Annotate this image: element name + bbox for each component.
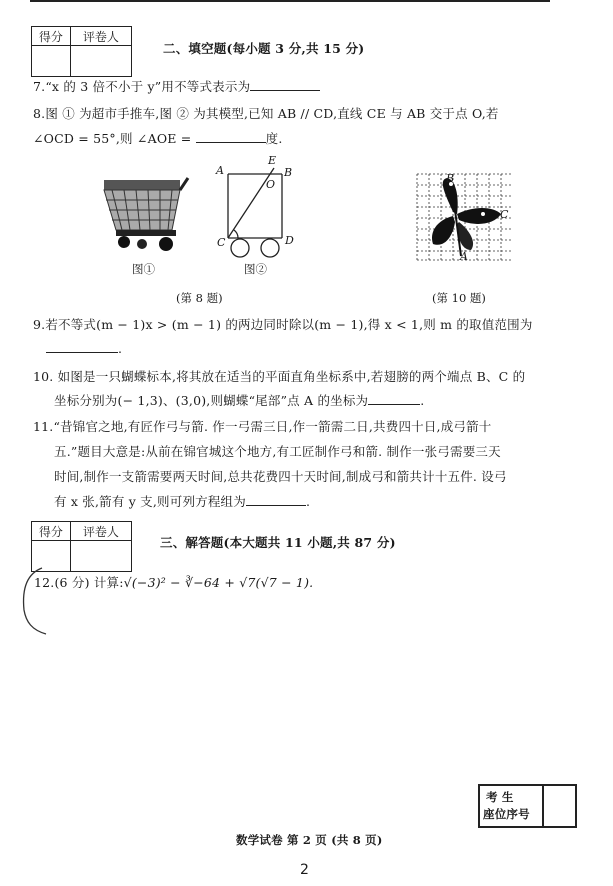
score-label-cell: 得分 [32,27,71,46]
question-10-figure-caption: (第 10 题) [432,291,486,305]
grader-label-cell: 评卷人 [70,522,131,541]
grader-label-cell: 评卷人 [70,27,131,46]
point-c-label: C [217,236,226,249]
butterfly-point-c-label: C [500,208,509,221]
figure-1-caption: 图① [132,262,155,276]
question-12-prefix: 12.(6 分) 计算: [34,575,124,590]
point-a-label: A [216,164,224,177]
seat-number-box [478,784,577,828]
section2-title: 二、填空题(每小题 3 分,共 15 分) [163,41,365,56]
question-8-answer-blank[interactable] [196,130,266,143]
score-label-cell: 得分 [32,522,71,541]
section2-score-table [31,26,132,77]
seat-number-entry[interactable] [544,786,575,826]
grader-entry-cell[interactable] [70,46,131,77]
question-11-line4-text: 有 x 张,箭有 y 支,则可列方程组为 [54,494,246,509]
question-12-expression: √(−3)² − ∛−64 + √7(√7 − 1). [123,575,314,590]
page-number: 2 [300,862,309,878]
question-7-text: 7.“x 的 3 倍不小于 y”用不等式表示为 [33,79,251,94]
shopping-cart-photo [96,172,192,256]
question-9-line1: 9.若不等式(m − 1)x > (m − 1) 的两边同时除以(m − 1),得 x < 1,则 m 的取值范围为 [33,317,533,332]
question-11-period: . [305,494,311,509]
question-11-line4 [54,493,310,511]
question-11-answer-blank[interactable] [246,493,306,506]
point-o-label: O [266,178,276,191]
question-8-figure-caption: (第 8 题) [176,291,223,305]
question-8-unit: 度. [265,131,283,146]
footer-page-info: 数学试卷 第 2 页 (共 8 页) [236,833,383,847]
question-12 [34,574,313,592]
question-9-answer-blank[interactable] [46,340,118,353]
question-9-period: . [118,341,123,356]
score-entry-cell[interactable] [32,46,71,77]
seat-label-line1: 考 生 [486,790,514,804]
question-10-answer-blank[interactable] [368,392,420,405]
question-10-line2-text: 坐标分别为(− 1,3)、(3,0),则蝴蝶“尾部”点 A 的坐标为 [54,393,369,408]
question-11-line2: 五.”题目大意是:从前在锦官城这个地方,有工匠制作弓和箭. 制作一张弓需要三天 [54,444,501,459]
butterfly-point-b-label: B [446,172,455,185]
point-b-label: B [284,166,293,179]
top-border-line [30,0,550,2]
butterfly-point-a-label: A [460,250,468,263]
seat-label-line2: 座位序号 [483,807,530,821]
point-e-label: E [268,154,277,167]
question-7 [33,78,320,96]
figure-2-caption: 图② [244,262,267,276]
question-9-line2 [46,340,122,358]
question-8-line1: 8.图 ① 为超市手推车,图 ② 为其模型,已知 AB // CD,直线 CE 与 AB 交于点 O,若 [33,106,499,121]
question-11-line3: 时间,制作一支箭需要两天时间,总共花费四十天时间,制成弓和箭共计十五件. 设弓 [54,469,507,484]
question-10-line1: 10. 如图是一只蝴蝶标本,将其放在适当的平面直角坐标系中,若翅膀的两个端点 B、C 的 [33,369,526,384]
grader-entry-cell[interactable] [70,541,131,572]
question-11-line1: 11.“昔锦官之地,有匠作弓与箭. 作一弓需三日,作一箭需二日,共费四十日,成弓箭十 [33,419,492,434]
question-8-line2-text: ∠OCD = 55°,则 ∠AOE = [33,131,192,146]
question-10-period: . [420,393,425,408]
question-7-answer-blank[interactable] [250,78,320,91]
question-10-line2 [54,392,424,410]
point-d-label: D [285,234,294,247]
question-8-line2 [33,130,283,148]
section3-title: 三、解答题(本大题共 11 小题,共 87 分) [160,535,396,550]
question-12-answer-area[interactable] [34,600,574,780]
